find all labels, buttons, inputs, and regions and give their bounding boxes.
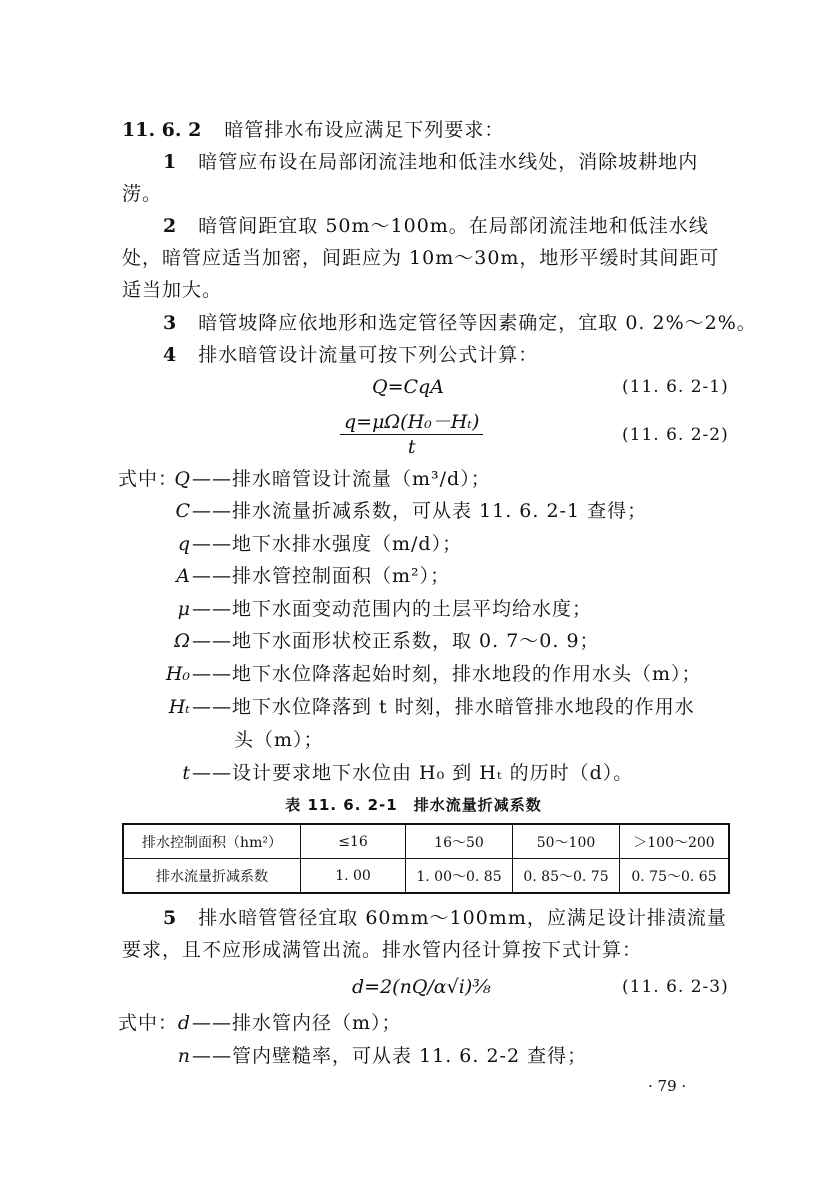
- table-caption: 表 11. 6. 2-1 排水流量折减系数: [285, 796, 542, 814]
- def-symbol: H₀: [165, 663, 190, 685]
- def-item: ——排水管内径（m）；: [192, 1012, 402, 1034]
- reduction-coefficient-table: [122, 823, 730, 894]
- item-4-text: 排水暗管设计流量可按下列公式计算：: [198, 344, 539, 366]
- item-5-line-2: 要求，且不应形成满管出流。排水管内径计算按下式计算：: [122, 939, 643, 961]
- equation-3: d=2(nQ/α√i)³⁄₈: [352, 976, 491, 998]
- item-1-line-1: [163, 150, 698, 174]
- def-item: ——管内壁糙率，可从表 11. 6. 2-2 查得；: [192, 1045, 588, 1067]
- table-cell: 0. 85～0. 75: [513, 859, 620, 894]
- def-symbol: C: [175, 500, 190, 522]
- def-item: ——设计要求地下水位由 H₀ 到 Hₜ 的历时（d）。: [192, 762, 634, 784]
- table-cell: 1. 00: [301, 859, 406, 894]
- table-cell: 0. 75～0. 65: [620, 859, 730, 894]
- item-5-line-1: [163, 906, 727, 930]
- section-number: 11. 6. 2: [122, 119, 202, 141]
- equation-2: [340, 410, 483, 459]
- def-item: ——排水暗管设计流量（m³/d）；: [192, 468, 491, 490]
- def-item: ——地下水排水强度（m/d）；: [192, 533, 463, 555]
- def-symbol: A: [176, 565, 190, 587]
- def-item: ——地下水面变动范围内的土层平均给水度；: [192, 598, 593, 620]
- item-2-line-1: [163, 214, 709, 238]
- table-row: [123, 824, 729, 859]
- item-5-text: 排水暗管管径宜取 60mm～100mm，应满足设计排渍流量: [198, 907, 727, 929]
- def-symbol: t: [182, 762, 190, 784]
- item-3-line-1: [163, 311, 757, 335]
- section-heading: [122, 118, 504, 142]
- def-item: ——排水流量折减系数，可从表 11. 6. 2-1 查得；: [192, 500, 648, 522]
- equation-3-number: (11. 6. 2-3): [622, 977, 729, 997]
- def-symbol: q: [177, 533, 190, 555]
- item-1-text: 暗管应布设在局部闭流洼地和低洼水线处，消除坡耕地内: [198, 151, 699, 173]
- def-item: ——地下水位降落起始时刻，排水地段的作用水头（m）；: [192, 663, 702, 685]
- def-item-continued: 头（m）；: [234, 729, 324, 751]
- def-symbol: d: [177, 1012, 190, 1034]
- section-title: 暗管排水布设应满足下列要求：: [224, 119, 505, 141]
- where-label: 式中：: [118, 468, 179, 490]
- def-item: ——地下水面形状校正系数，取 0. 7～0. 9；: [192, 630, 600, 652]
- item-1-number: 1: [163, 151, 178, 173]
- table-cell: 1. 00～0. 85: [406, 859, 513, 894]
- def-item: ——地下水位降落到 t 时刻，排水暗管排水地段的作用水: [192, 696, 695, 718]
- item-2-number: 2: [163, 215, 178, 237]
- page-number: · 79 ·: [648, 1077, 687, 1095]
- def-item: ——排水管控制面积（m²）；: [192, 565, 451, 587]
- table-cell: 16～50: [406, 824, 513, 859]
- equation-2-number: (11. 6. 2-2): [622, 425, 729, 445]
- table-row: [123, 859, 729, 894]
- item-1-line-2: 涝。: [122, 183, 163, 205]
- equation-2-denominator: t: [407, 436, 416, 458]
- def-symbol: Ω: [174, 630, 190, 652]
- where-label-2: 式中：: [118, 1012, 179, 1034]
- item-4-line-1: [163, 343, 538, 367]
- table-cell: 50～100: [513, 824, 620, 859]
- table-header-cell: 排水流量折减系数: [123, 859, 301, 894]
- table-cell: ＞100～200: [620, 824, 730, 859]
- table-cell: ≤16: [301, 824, 406, 859]
- def-symbol: Hₜ: [168, 696, 190, 718]
- item-3-text: 暗管坡降应依地形和选定管径等因素确定，宜取 0. 2%～2%。: [198, 312, 757, 334]
- item-2-line-3: 适当加大。: [122, 279, 223, 301]
- equation-1: Q=CqA: [372, 376, 444, 398]
- item-2-text: 暗管间距宜取 50m～100m。在局部闭流洼地和低洼水线: [198, 215, 709, 237]
- item-3-number: 3: [163, 312, 178, 334]
- equation-2-numerator: q=μΩ(H₀－Hₜ): [340, 410, 483, 435]
- item-2-line-2: 处，暗管应适当加密，间距应为 10m～30m，地形平缓时其间距可: [122, 247, 720, 269]
- item-5-number: 5: [163, 907, 178, 929]
- item-4-number: 4: [163, 344, 178, 366]
- table-header-cell: 排水控制面积（hm²）: [123, 824, 301, 859]
- def-symbol: Q: [174, 468, 190, 490]
- equation-1-number: (11. 6. 2-1): [622, 377, 729, 397]
- def-symbol: μ: [177, 598, 190, 620]
- def-symbol: n: [177, 1045, 190, 1067]
